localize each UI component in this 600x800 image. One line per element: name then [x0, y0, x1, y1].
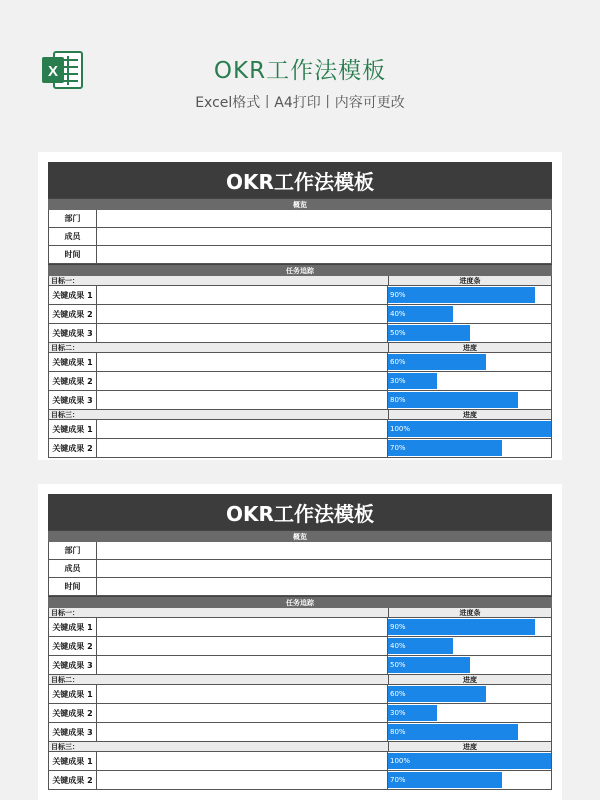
sheet-preview-2 — [38, 484, 562, 800]
key-result-label: 关键成果 3 — [49, 723, 97, 741]
goal-row — [48, 276, 552, 286]
goal-label: 目标三： — [49, 742, 389, 751]
key-result-value-cell[interactable] — [97, 391, 388, 409]
info-row — [48, 542, 552, 560]
progress-percent: 50% — [390, 329, 406, 337]
info-label: 成员 — [49, 228, 97, 245]
progress-cell — [388, 353, 551, 371]
goal-label: 目标一： — [49, 608, 389, 617]
sheet-title: OKR工作法模板 — [48, 162, 552, 198]
progress-cell — [388, 324, 551, 342]
progress-header: 进度 — [463, 675, 477, 684]
progress-header: 进度条 — [459, 276, 481, 285]
progress-cell — [388, 704, 551, 722]
progress-percent: 50% — [390, 661, 406, 669]
progress-percent: 30% — [390, 377, 406, 385]
key-result-label: 关键成果 2 — [49, 637, 97, 655]
progress-bar — [388, 421, 551, 437]
key-result-value-cell[interactable] — [97, 618, 388, 636]
key-result-label: 关键成果 1 — [49, 286, 97, 304]
sheet-content — [48, 162, 552, 458]
key-result-value-cell[interactable] — [97, 353, 388, 371]
key-result-label: 关键成果 3 — [49, 391, 97, 409]
page-title: OKR工作法模板 — [213, 58, 387, 84]
progress-bar — [388, 392, 518, 408]
key-result-value-cell[interactable] — [97, 704, 388, 722]
key-result-row — [48, 656, 552, 675]
progress-percent: 100% — [390, 425, 411, 433]
key-result-value-cell[interactable] — [97, 685, 388, 703]
goal-row — [48, 410, 552, 420]
key-result-value-cell[interactable] — [97, 723, 388, 741]
key-result-row — [48, 372, 552, 391]
key-result-label: 关键成果 3 — [49, 656, 97, 674]
progress-cell — [388, 420, 551, 438]
info-value-cell[interactable] — [97, 246, 551, 263]
progress-percent: 100% — [390, 757, 411, 765]
page-subtitle: Excel格式丨A4打印丨内容可更改 — [195, 95, 405, 111]
key-result-row — [48, 637, 552, 656]
key-result-value-cell[interactable] — [97, 771, 388, 789]
key-result-row — [48, 286, 552, 305]
key-result-label: 关键成果 1 — [49, 420, 97, 438]
key-result-label: 关键成果 2 — [49, 704, 97, 722]
key-result-label: 关键成果 1 — [49, 752, 97, 770]
progress-percent: 70% — [390, 444, 406, 452]
key-result-value-cell[interactable] — [97, 439, 388, 457]
key-result-label: 关键成果 2 — [49, 771, 97, 789]
progress-cell — [388, 723, 551, 741]
info-value-cell[interactable] — [97, 210, 551, 227]
key-result-row — [48, 771, 552, 790]
progress-bar — [388, 619, 535, 635]
info-value-cell[interactable] — [97, 542, 551, 559]
progress-percent: 80% — [390, 728, 406, 736]
goal-row — [48, 675, 552, 685]
progress-percent: 30% — [390, 709, 406, 717]
info-label: 部门 — [49, 542, 97, 559]
progress-cell — [388, 618, 551, 636]
info-row — [48, 210, 552, 228]
progress-percent: 80% — [390, 396, 406, 404]
progress-cell — [388, 286, 551, 304]
key-result-row — [48, 305, 552, 324]
info-label: 成员 — [49, 560, 97, 577]
info-value-cell[interactable] — [97, 228, 551, 245]
key-result-label: 关键成果 1 — [49, 618, 97, 636]
progress-percent: 90% — [390, 623, 406, 631]
key-result-label: 关键成果 1 — [49, 353, 97, 371]
progress-header: 进度条 — [459, 608, 481, 617]
info-label: 时间 — [49, 578, 97, 595]
progress-percent: 90% — [390, 291, 406, 299]
info-row — [48, 578, 552, 596]
goal-label: 目标二： — [49, 675, 389, 684]
progress-percent: 40% — [390, 642, 406, 650]
progress-header: 进度 — [463, 343, 477, 352]
progress-bar — [388, 753, 551, 769]
progress-header: 进度 — [463, 410, 477, 419]
progress-cell — [388, 771, 551, 789]
goal-row — [48, 742, 552, 752]
sheet-title: OKR工作法模板 — [48, 494, 552, 530]
info-label: 部门 — [49, 210, 97, 227]
progress-cell — [388, 439, 551, 457]
key-result-value-cell[interactable] — [97, 286, 388, 304]
progress-percent: 40% — [390, 310, 406, 318]
key-result-row — [48, 353, 552, 372]
key-result-value-cell[interactable] — [97, 305, 388, 323]
key-result-label: 关键成果 2 — [49, 305, 97, 323]
sheet-content — [48, 494, 552, 790]
info-row — [48, 246, 552, 264]
info-row — [48, 228, 552, 246]
key-result-row — [48, 685, 552, 704]
key-result-label: 关键成果 2 — [49, 372, 97, 390]
key-result-row — [48, 420, 552, 439]
key-result-row — [48, 618, 552, 637]
info-value-cell[interactable] — [97, 578, 551, 595]
progress-cell — [388, 752, 551, 770]
key-result-label: 关键成果 1 — [49, 685, 97, 703]
key-result-value-cell[interactable] — [97, 656, 388, 674]
key-result-value-cell[interactable] — [97, 420, 388, 438]
progress-percent: 70% — [390, 776, 406, 784]
goal-label: 目标二： — [49, 343, 389, 352]
excel-logo-letter: X — [47, 63, 59, 80]
overview-header: 概览 — [48, 530, 552, 542]
progress-cell — [388, 391, 551, 409]
info-value-cell[interactable] — [97, 560, 551, 577]
key-result-row — [48, 752, 552, 771]
key-result-value-cell[interactable] — [97, 324, 388, 342]
progress-percent: 60% — [390, 690, 406, 698]
goal-row — [48, 608, 552, 618]
key-result-row — [48, 704, 552, 723]
progress-header: 进度 — [463, 742, 477, 751]
key-result-value-cell[interactable] — [97, 372, 388, 390]
progress-percent: 60% — [390, 358, 406, 366]
progress-cell — [388, 305, 551, 323]
key-result-row — [48, 439, 552, 458]
info-row — [48, 560, 552, 578]
key-result-row — [48, 391, 552, 410]
progress-bar — [388, 724, 518, 740]
key-result-row — [48, 324, 552, 343]
tracking-header: 任务追踪 — [48, 596, 552, 608]
overview-header: 概览 — [48, 198, 552, 210]
goal-label: 目标一： — [49, 276, 389, 285]
goal-label: 目标三： — [49, 410, 389, 419]
page-header — [0, 0, 600, 140]
goal-row — [48, 343, 552, 353]
key-result-row — [48, 723, 552, 742]
tracking-header: 任务追踪 — [48, 264, 552, 276]
key-result-value-cell[interactable] — [97, 637, 388, 655]
key-result-label: 关键成果 3 — [49, 324, 97, 342]
sheet-preview-1 — [38, 152, 562, 460]
progress-bar — [388, 287, 535, 303]
progress-cell — [388, 656, 551, 674]
progress-cell — [388, 685, 551, 703]
progress-cell — [388, 372, 551, 390]
key-result-label: 关键成果 2 — [49, 439, 97, 457]
info-label: 时间 — [49, 246, 97, 263]
key-result-value-cell[interactable] — [97, 752, 388, 770]
progress-cell — [388, 637, 551, 655]
